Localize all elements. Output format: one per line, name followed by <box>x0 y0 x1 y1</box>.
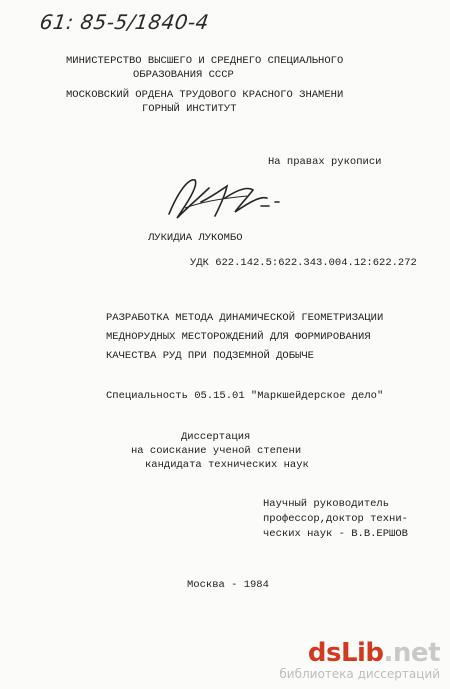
title-line-2: МЕДНОРУДНЫХ МЕСТОРОЖДЕНИЙ ДЛЯ ФОРМИРОВАНИЯ <box>106 331 371 343</box>
supervisor-line-3: ческих наук - В.В.ЕРШОВ <box>263 528 408 540</box>
author-signature <box>155 172 295 227</box>
handwritten-archive-code: 61: 85-5/1840-4 <box>38 10 211 34</box>
dslib-watermark[interactable] <box>279 639 440 681</box>
supervisor-line-2: профессор,доктор техни- <box>263 513 408 525</box>
udk-code: УДК 622.142.5:622.343.004.12:622.272 <box>190 257 417 269</box>
dissertation-line-1: Диссертация <box>181 431 251 443</box>
dslib-logo: dsLib.net <box>307 638 440 668</box>
ministry-line-2: ОБРАЗОВАНИЯ СССР <box>133 69 234 81</box>
dissertation-line-2: на соискание ученой степени <box>131 445 302 457</box>
place-and-year: Москва - 1984 <box>187 579 269 591</box>
title-line-1: РАЗРАБОТКА МЕТОДА ДИНАМИЧЕСКОЙ ГЕОМЕТРИЗАЦИИ <box>106 312 384 324</box>
dissertation-line-3: кандидата технических наук <box>145 459 309 471</box>
author-name: ЛУКИДИА ЛУКОМБО <box>148 232 243 244</box>
supervisor-line-1: Научный руководитель <box>263 498 390 510</box>
title-line-3: КАЧЕСТВА РУД ПРИ ПОДЗЕМНОЙ ДОБЫЧЕ <box>106 350 314 362</box>
institute-line-1: МОСКОВСКИЙ ОРДЕНА ТРУДОВОГО КРАСНОГО ЗНАМЕНИ <box>66 89 344 101</box>
dslib-tagline: библиотека диссертаций <box>279 667 440 681</box>
ministry-line-1: МИНИСТЕРСТВО ВЫСШЕГО И СРЕДНЕГО СПЕЦИАЛЬНОГО <box>66 55 344 67</box>
rights-note: На правах рукописи <box>268 156 382 168</box>
institute-line-2: ГОРНЫЙ ИНСТИТУТ <box>142 103 237 115</box>
specialty: Специальность 05.15.01 "Маркшейдерское дело" <box>106 390 384 402</box>
